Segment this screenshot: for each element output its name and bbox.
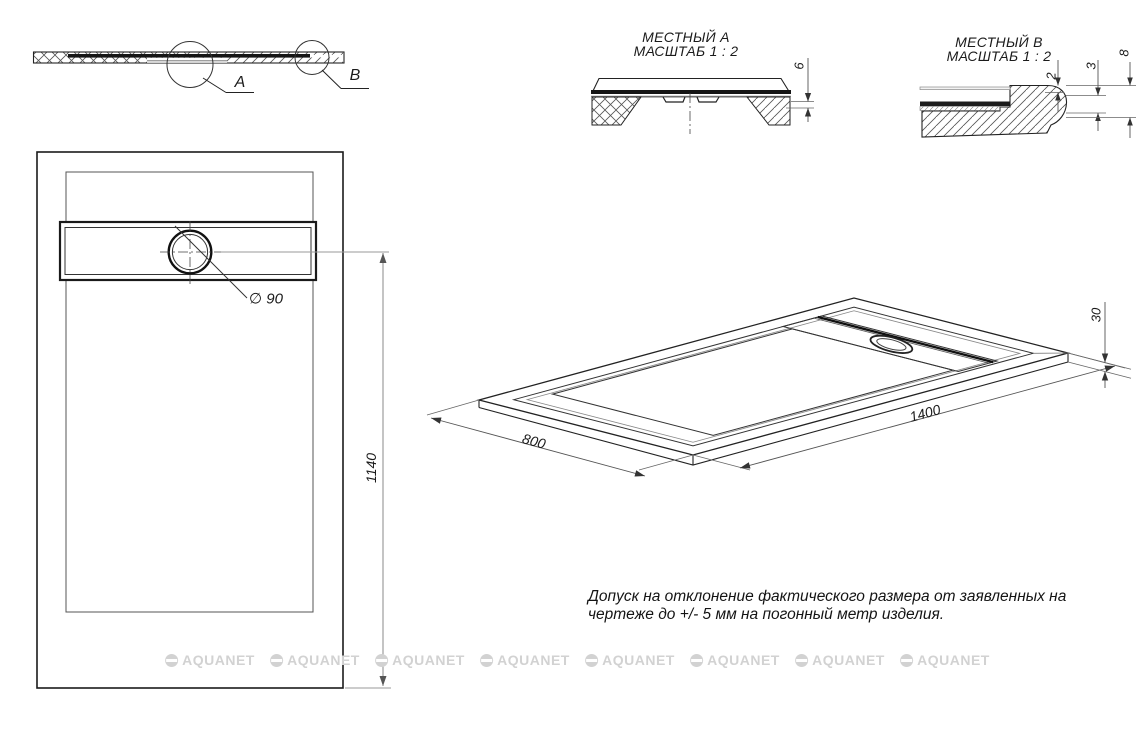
section-view <box>34 41 370 93</box>
watermark-label: AQUANET <box>917 652 990 668</box>
section-label-a: A <box>234 74 246 91</box>
watermark-label: AQUANET <box>497 652 570 668</box>
detail-view-b <box>920 60 1136 138</box>
watermark-label: AQUANET <box>812 652 885 668</box>
detail-b-scale: МАСШТАБ 1 : 2 <box>946 48 1052 64</box>
watermark-label: AQUANET <box>602 652 675 668</box>
watermark <box>585 652 675 668</box>
iso-view <box>427 298 1131 477</box>
detail-a-title: МЕСТНЫЙ А <box>642 29 730 45</box>
watermark <box>270 652 360 668</box>
detail-a-dim-6: 6 <box>791 62 807 70</box>
watermark <box>480 652 570 668</box>
aquanet-logo-icon <box>795 654 808 667</box>
watermark-label: AQUANET <box>287 652 360 668</box>
aquanet-logo-icon <box>480 654 493 667</box>
aquanet-logo-icon <box>585 654 598 667</box>
watermark-label: AQUANET <box>392 652 465 668</box>
watermark <box>795 652 885 668</box>
tolerance-note-line2: чертеже до +/- 5 мм на погонный метр изделия. <box>588 606 945 623</box>
section-drain-plate <box>68 54 310 58</box>
aquanet-logo-icon <box>375 654 388 667</box>
iso-dim-800: 800 <box>520 430 548 452</box>
detail-circle-a <box>167 42 213 88</box>
aquanet-logo-icon <box>690 654 703 667</box>
detail-b-title: МЕСТНЫЙ В <box>955 34 1043 50</box>
detail-b-dim-2: 2 <box>1043 72 1059 80</box>
aquanet-logo-icon <box>270 654 283 667</box>
section-label-b: B <box>349 67 361 84</box>
plan-dim-drain: ∅ 90 <box>249 290 283 308</box>
detail-view-a <box>591 58 814 134</box>
tolerance-note-line1: Допуск на отклонение фактического размера от заявленных на <box>588 588 1067 605</box>
plan-dim-1140: 1140 <box>363 452 379 484</box>
iso-dim-30: 30 <box>1088 307 1104 323</box>
iso-dim-1400: 1400 <box>907 401 943 425</box>
aquanet-logo-icon <box>900 654 913 667</box>
watermark <box>375 652 465 668</box>
aquanet-logo-icon <box>165 654 178 667</box>
watermark-label: AQUANET <box>707 652 780 668</box>
watermark <box>690 652 780 668</box>
detail-a-scale: МАСШТАБ 1 : 2 <box>633 43 739 59</box>
detail-b-dim-8: 8 <box>1116 49 1132 57</box>
plan-view <box>37 152 391 688</box>
watermark <box>165 652 255 668</box>
detail-b-dim-3: 3 <box>1083 62 1099 70</box>
watermark <box>900 652 990 668</box>
watermark-label: AQUANET <box>182 652 255 668</box>
